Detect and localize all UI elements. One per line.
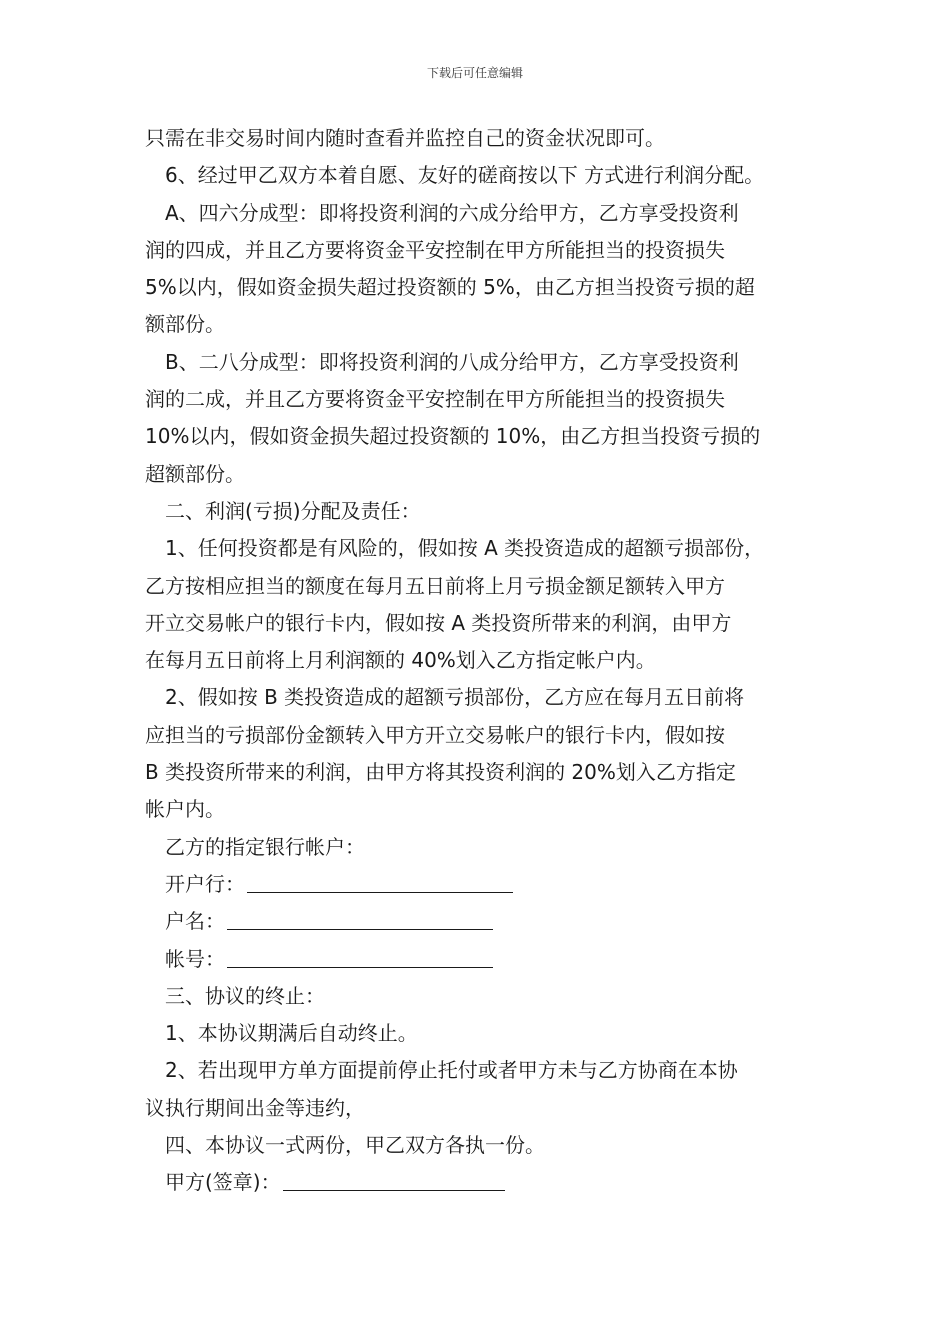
account-name-row: [145, 903, 813, 940]
paragraph-line: 2、若出现甲方单方面提前停止托付或者甲方未与乙方协商在本协: [165, 1058, 738, 1083]
account-number-row: [145, 941, 813, 978]
paragraph-line: 乙方的指定银行帐户：: [165, 834, 365, 859]
paragraph-line: 应担当的亏损部份金额转入甲方开立交易帐户的银行卡内，假如按: [145, 722, 725, 747]
paragraph-line: 5%以内，假如资金损失超过投资额的 5%，由乙方担当投资亏损的超: [145, 275, 755, 300]
paragraph-line: 润的二成，并且乙方要将资金平安控制在甲方所能担当的投资损失: [145, 387, 725, 412]
paragraph-line: 乙方按相应担当的额度在每月五日前将上月亏损金额足额转入甲方: [145, 573, 725, 598]
section-heading: 四、本协议一式两份，甲乙双方各执一份。: [165, 1133, 545, 1158]
paragraph-line: 帐户内。: [145, 797, 225, 822]
bank-field-row: [145, 866, 813, 903]
paragraph-line: 开立交易帐户的银行卡内，假如按 A 类投资所带来的利润，由甲方: [145, 610, 732, 635]
paragraph-line: 超额部份。: [145, 461, 245, 486]
paragraph-line: 6、经过甲乙双方本着自愿、友好的磋商按以下 方式进行利润分配。: [165, 163, 765, 188]
account-name-blank[interactable]: [227, 907, 493, 930]
paragraph-line: B 类投资所带来的利润，由甲方将其投资利润的 20%划入乙方指定: [145, 760, 736, 785]
paragraph-line: 只需在非交易时间内随时查看并监控自己的资金状况即可。: [145, 126, 665, 150]
page-header: 下载后可任意编辑: [426, 66, 523, 80]
account-number-blank[interactable]: [227, 945, 493, 968]
bank-name-label: 开户行：: [165, 871, 245, 896]
party-a-signature-label: 甲方(签章)：: [165, 1170, 281, 1195]
paragraph-line: 10%以内，假如资金损失超过投资额的 10%，由乙方担当投资亏损的: [145, 424, 761, 449]
paragraph-line: 在每月五日前将上月利润额的 40%划入乙方指定帐户内。: [145, 648, 656, 673]
paragraph-line: 额部份。: [145, 312, 225, 337]
paragraph-line: 议执行期间出金等违约，: [145, 1095, 365, 1120]
bank-name-blank[interactable]: [247, 870, 513, 893]
paragraph-line: B、二八分成型：即将投资利润的八成分给甲方，乙方享受投资利: [165, 349, 739, 374]
account-name-label: 户名：: [165, 909, 225, 934]
paragraph-line: 1、任何投资都是有风险的，假如按 A 类投资造成的超额亏损部份，: [165, 536, 765, 561]
document-body: [145, 120, 813, 1202]
paragraph-line: 2、假如按 B 类投资造成的超额亏损部份，乙方应在每月五日前将: [165, 685, 745, 710]
account-number-label: 帐号：: [165, 946, 225, 971]
paragraph-line: A、四六分成型：即将投资利润的六成分给甲方，乙方享受投资利: [165, 200, 739, 225]
party-a-signature-blank[interactable]: [283, 1168, 505, 1191]
section-heading: 二、利润(亏损)分配及责任：: [165, 498, 421, 523]
section-heading: 三、协议的终止：: [165, 983, 325, 1008]
signature-row: [145, 1164, 813, 1201]
paragraph-line: 润的四成，并且乙方要将资金平安控制在甲方所能担当的投资损失: [145, 237, 725, 262]
paragraph-line: 1、本协议期满后自动终止。: [165, 1021, 418, 1046]
